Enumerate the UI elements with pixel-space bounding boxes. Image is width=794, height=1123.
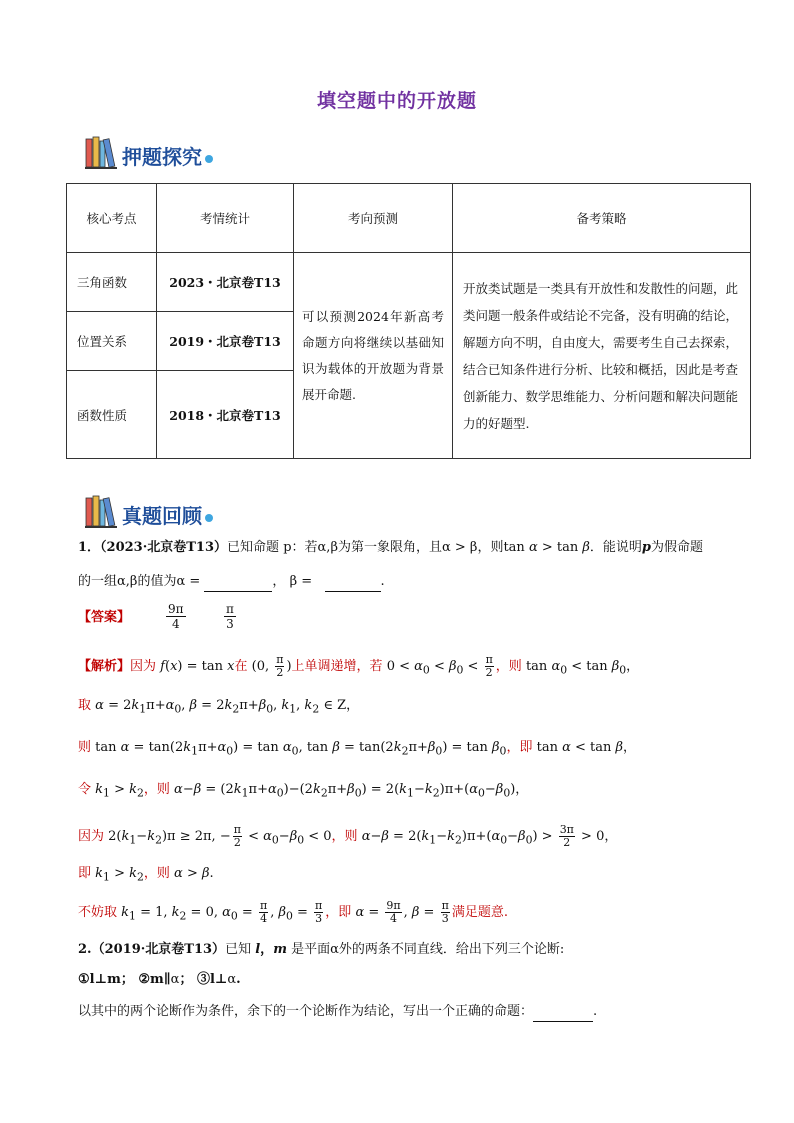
answer-value-alpha: [166, 602, 186, 631]
text: 为第一象限角，且: [337, 540, 442, 555]
question-1-stem: 1．（2023·北京卷T13）已知命题 p：若α,β为第一象限角，且α > β，则tan α > tan β．能说明p为假命题: [78, 540, 703, 555]
text: ：若: [291, 540, 318, 555]
text: 外的两条不同直线．给出下列三个论断:: [338, 942, 565, 957]
books-icon: [84, 135, 120, 169]
option-1: ①l⊥m: [78, 972, 121, 987]
fraction-numerator: π: [226, 602, 234, 616]
section-label: 真题回顾: [122, 504, 202, 528]
section-header-review: [84, 492, 213, 528]
exam-table: [66, 183, 751, 459]
question-source: （2023·北京卷T13）: [100, 540, 228, 555]
analysis-line-2: 取 $\alpha = 2k_1\pi+\alpha_0$, $\beta = 2k_2\pi+\beta_0$, $k_1$, $k_2$ ∈ Z，: [78, 698, 360, 716]
text: 因为: [130, 659, 157, 674]
table-cell-stat: 2023・北京卷T13: [157, 253, 294, 312]
page-title: 填空题中的开放题: [316, 90, 477, 112]
answer-blank-proposition[interactable]: [533, 1021, 593, 1022]
table-cell-topic: 位置关系: [67, 312, 157, 371]
analysis-label: 【解析】: [78, 659, 131, 674]
text: 不妨取: [78, 905, 118, 920]
text: 已知命题: [227, 540, 280, 555]
text: ，则: [143, 782, 170, 797]
answer-value-beta: [224, 602, 236, 631]
table-header: 考情统计: [157, 184, 294, 253]
bullet-dot-icon: [205, 514, 213, 522]
text: 因为: [78, 829, 105, 844]
bullet-dot-icon: [205, 155, 213, 163]
text: 的值为: [137, 574, 177, 589]
table-cell-strategy: 开放类试题是一类具有开放性和发散性的问题，此类问题一般条件或结论不完备，没有明确的结论，解题方向不明，自由度大，需要考生自己去探索，结合已知条件进行分析、比较和概括，因此是考查创新能力、数学思维能力、分析问题和解决问题能力的好题型.: [453, 253, 751, 459]
fraction-numerator: 9π: [168, 602, 184, 616]
question-number: 2.: [78, 942, 92, 957]
text: 则: [78, 740, 92, 755]
fraction-denominator: 4: [171, 617, 180, 631]
text: ，则: [143, 866, 170, 881]
table-cell-stat: 2018・北京卷T13: [157, 371, 294, 459]
answer-blank-alpha[interactable]: [204, 591, 272, 592]
text: ，即: [506, 740, 533, 755]
analysis-line-5: 因为 $2(k_1-k_2)\pi \ge 2\pi$, − $\frac{\pi}{2}$ < $\alpha_0-\beta_0 < 0$，则 $\alpha-\beta = 2(k_1-k_2)\pi+(\alpha_0-\beta_0)$ > $\frac{3\pi}{2}$ > 0，: [78, 823, 618, 849]
text: 是平面: [291, 942, 331, 957]
text: ．能说明: [589, 540, 642, 555]
text: 为假命题: [650, 540, 703, 555]
text: 在: [234, 659, 248, 674]
section-label: 押题探究: [122, 145, 202, 169]
table-cell-stat: 2019・北京卷T13: [157, 312, 294, 371]
text: 即: [78, 866, 92, 881]
option-2: ②m∥: [138, 972, 171, 987]
text: 满足题意.: [451, 905, 508, 920]
answer-label: 【答案】: [78, 610, 131, 625]
text: 以其中的两个论断作为条件，余下的一个论断作为结论，写出一个正确的命题：: [78, 1004, 534, 1019]
text: 取: [78, 698, 92, 713]
text: ，则: [331, 829, 358, 844]
answer-blank-beta[interactable]: [325, 591, 381, 592]
question-1-line2: 的一组α,β的值为α = ， β = .: [78, 572, 385, 592]
table-cell-forecast: 可以预测2024年新高考命题方向将继续以基础知识为载体的开放题为背景展开命题.: [294, 253, 453, 459]
question-2-options: ①l⊥m； ②m∥α； ③l⊥α.: [78, 972, 241, 987]
table-cell-topic: 函数性质: [67, 371, 157, 459]
books-icon: [84, 494, 120, 528]
text: ，则: [477, 540, 504, 555]
table-cell-topic: 三角函数: [67, 253, 157, 312]
section-header-forecast: [84, 133, 213, 169]
text: ，则: [495, 659, 522, 674]
question-2-prompt: 以其中的两个论断作为条件，余下的一个论断作为结论，写出一个正确的命题： .: [78, 1002, 597, 1022]
text: 令: [78, 782, 92, 797]
question-2-stem: 2.（2019·北京卷T13）已知 l，m 是平面α外的两条不同直线．给出下列三个论断:: [78, 942, 565, 957]
table-header: 核心考点: [67, 184, 157, 253]
option-3: ③l⊥: [196, 972, 228, 987]
analysis-line-4: 令 $k_1 > k_2$，则 $\alpha-\beta = (2k_1\pi+\alpha_0)-(2k_2\pi+\beta_0) = 2(k_1-k_2)\pi+(\alpha_0-\beta_0)$，: [78, 782, 529, 800]
table-header: 考向预测: [294, 184, 453, 253]
analysis-line-3: 则 $\tan \alpha = \tan(2k_1\pi+\alpha_0) = \tan \alpha_0$, $\tan \beta = \tan(2k_2\pi+\beta_0) = \tan \beta_0$，即 tan α < tan β，: [78, 740, 637, 758]
fraction-denominator: 3: [226, 617, 234, 631]
question-source: （2019·北京卷T13）: [91, 942, 226, 957]
text: 的一组: [78, 574, 118, 589]
table-header: 备考策略: [453, 184, 751, 253]
text: 上单调递增，若: [291, 659, 383, 674]
text: ，即: [325, 905, 352, 920]
analysis-line-7: 不妨取 $k_1 = 1$, $k_2 = 0$, $\alpha_0$ = $\frac{\pi}{4}$ , $\beta_0$ = $\frac{\pi}{3}$ ，即 α = $\frac{9\pi}{4}$ , β = $\frac{\pi}{3}$ 满足题意.: [78, 899, 508, 925]
analysis-line-6: 即 $k_1 > k_2$，则 α > β.: [78, 866, 214, 884]
question-number: 1．: [78, 540, 101, 555]
text: 已知: [225, 942, 252, 957]
analysis-line-1: 【解析】因为 f(x) = tan x在 (0, $\frac{\pi}{2}$ )上单调递增，若 $0 < \alpha_0 < \beta_0$ < $\frac{\pi}{2}$ ，则 $\tan \alpha_0 < \tan \beta_0$，: [78, 653, 640, 679]
